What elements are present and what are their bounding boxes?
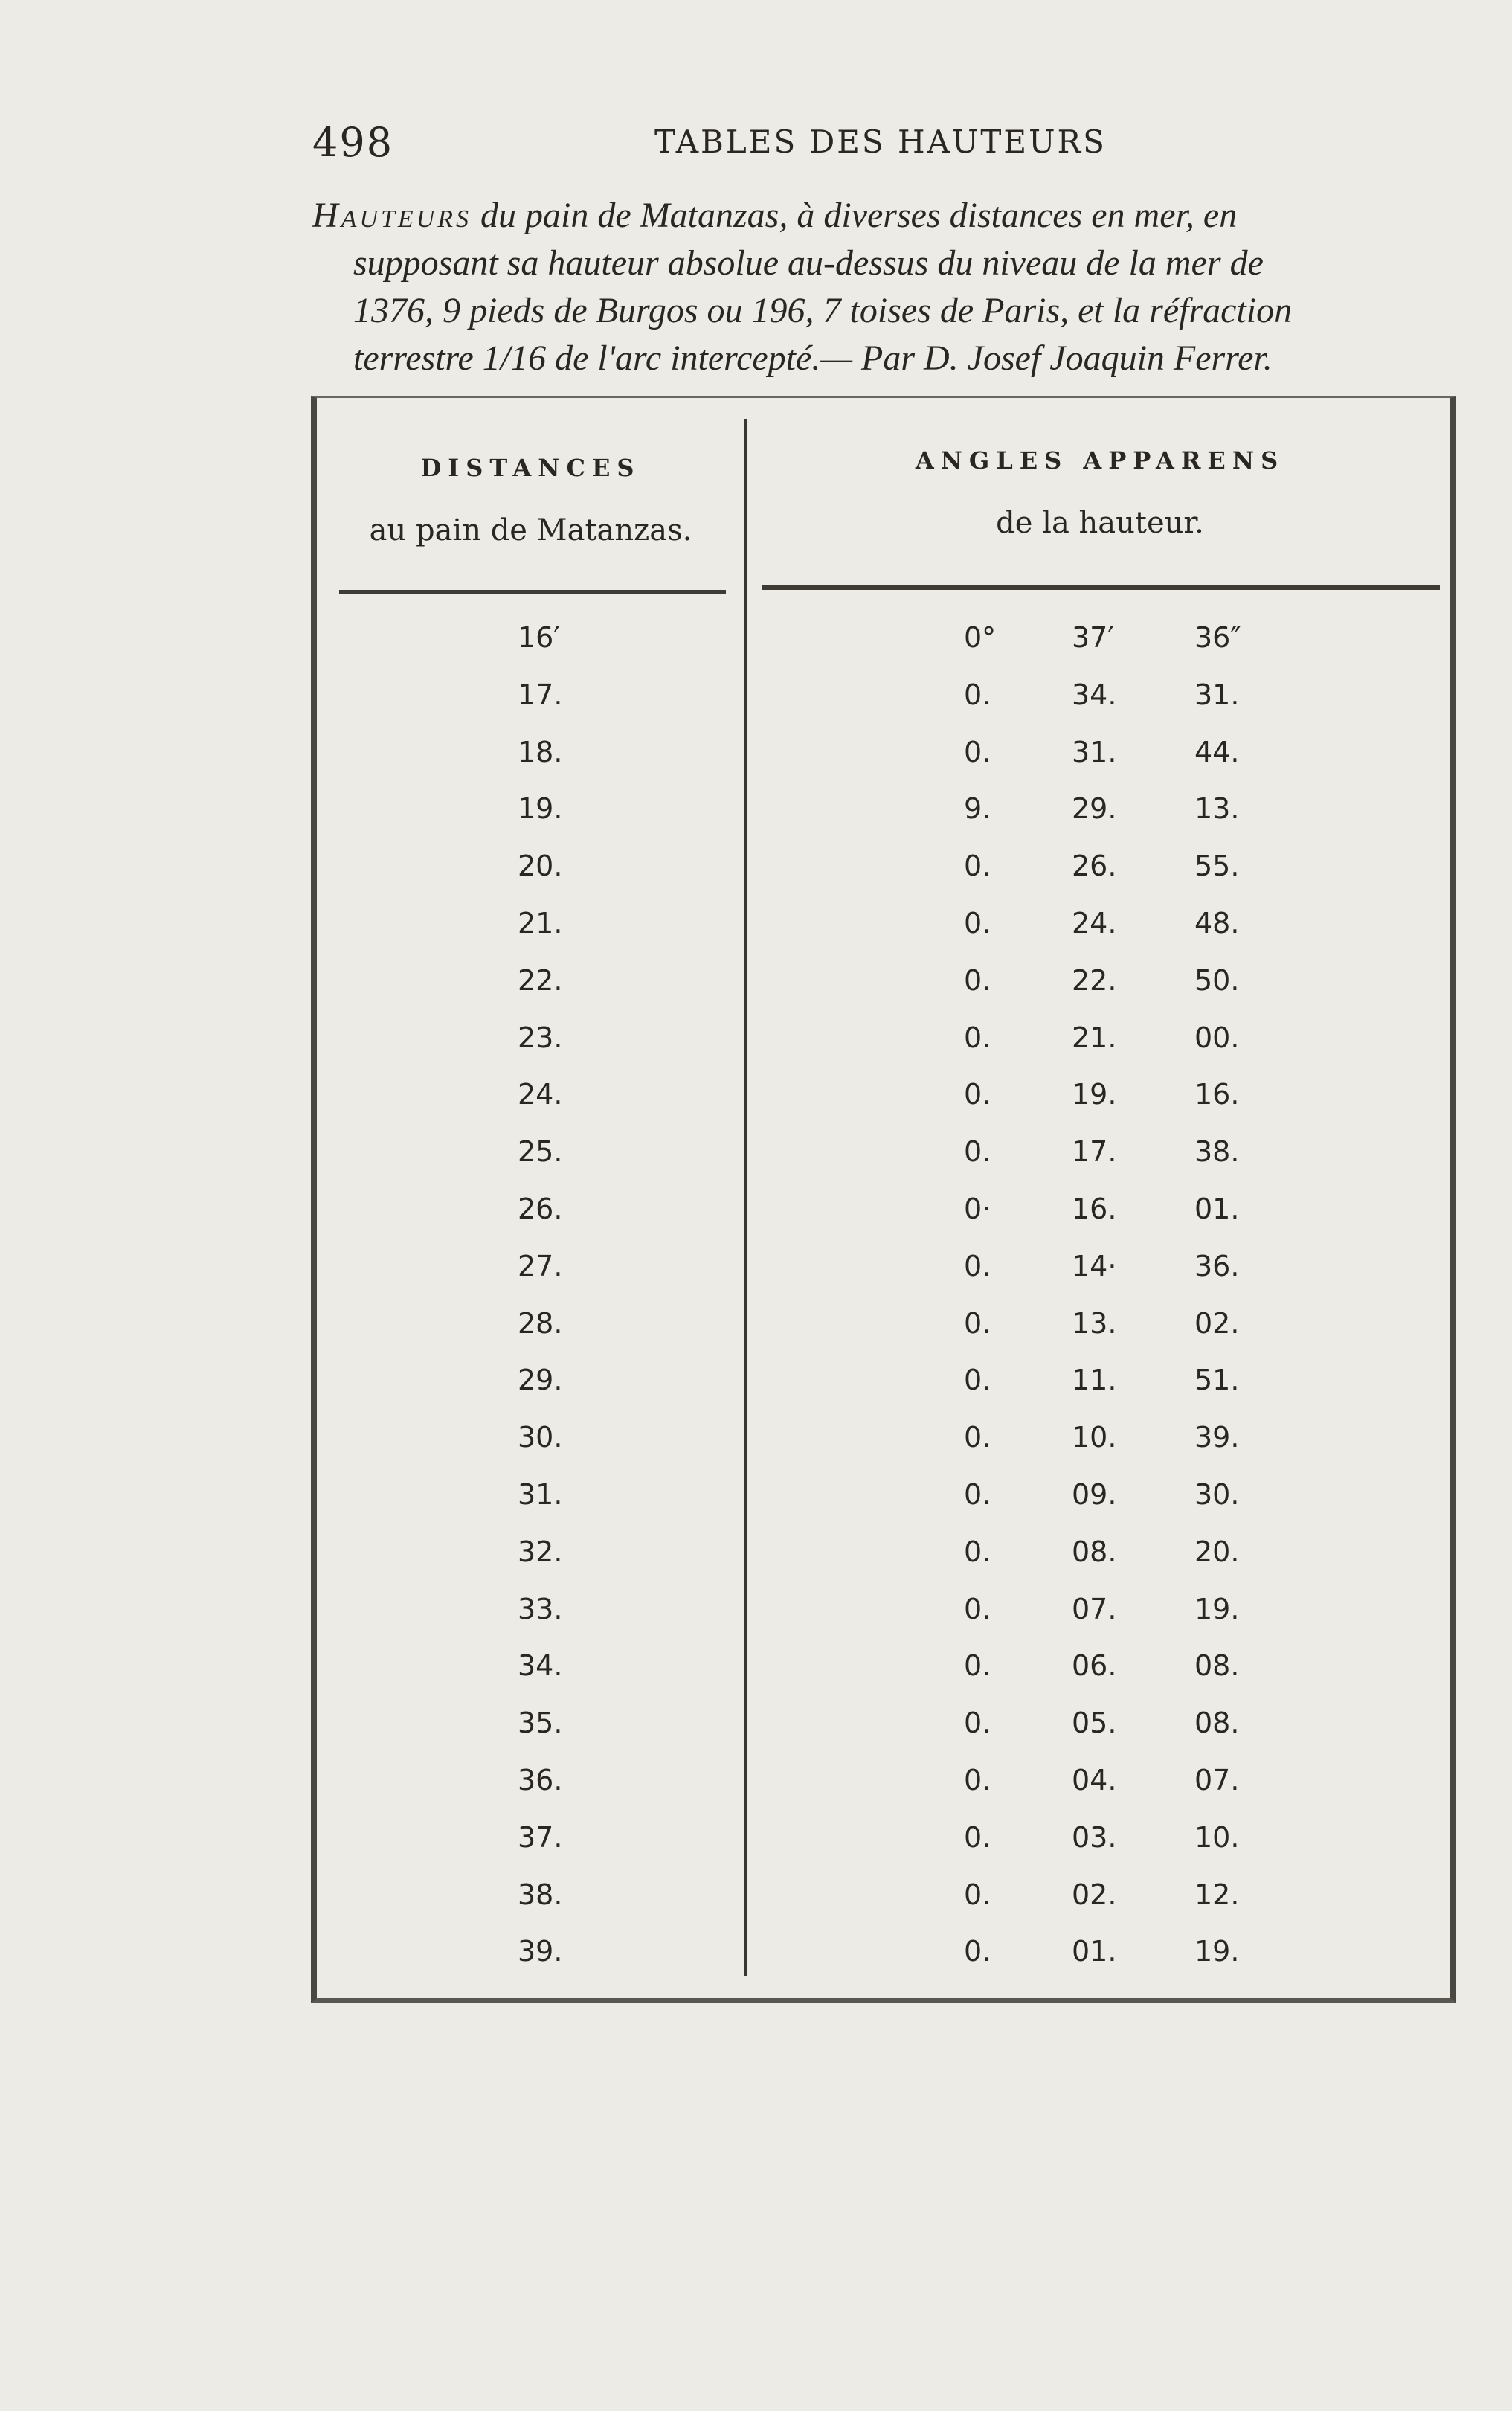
table-row (317, 1701, 1450, 1758)
seconds-cell: 31. (1194, 678, 1240, 711)
degrees-cell: 0· (964, 1192, 991, 1225)
degrees-cell: 0. (964, 1935, 991, 1968)
header-rule-right (762, 585, 1440, 590)
table-row (317, 1815, 1450, 1872)
distance-cell: 19. (518, 792, 563, 826)
column-header-distances (317, 454, 744, 548)
minutes-cell: 11. (1072, 1364, 1117, 1397)
minutes-cell: 21. (1072, 1021, 1117, 1054)
seconds-cell: 07. (1194, 1763, 1240, 1797)
seconds-cell: 51. (1194, 1364, 1240, 1397)
degrees-cell: 0. (964, 963, 991, 997)
minutes-cell: 19. (1072, 1078, 1117, 1111)
table-row (317, 1872, 1450, 1930)
minutes-cell: 16. (1072, 1192, 1117, 1225)
seconds-cell: 19. (1194, 1592, 1240, 1625)
minutes-cell: 17. (1072, 1135, 1117, 1169)
minutes-cell: 22. (1072, 963, 1117, 997)
distance-cell: 23. (518, 1021, 563, 1054)
table-row (317, 1244, 1450, 1301)
minutes-cell: 24. (1072, 906, 1117, 940)
minutes-cell: 29. (1072, 792, 1117, 826)
degrees-cell: 0. (964, 1135, 991, 1169)
minutes-cell: 04. (1072, 1763, 1117, 1797)
distance-cell: 22. (518, 963, 563, 997)
seconds-cell: 50. (1194, 963, 1240, 997)
seconds-cell: 55. (1194, 850, 1240, 883)
seconds-cell: 48. (1194, 906, 1240, 940)
table-row (317, 1929, 1450, 1986)
minutes-cell: 06. (1072, 1649, 1117, 1683)
seconds-cell: 00. (1194, 1021, 1240, 1054)
degrees-cell: 0. (964, 1535, 991, 1568)
degrees-cell: 0. (964, 1249, 991, 1282)
seconds-cell: 20. (1194, 1535, 1240, 1568)
distance-cell: 33. (518, 1592, 563, 1625)
table-row (317, 615, 1450, 672)
degrees-cell: 0. (964, 1306, 991, 1340)
distance-cell: 39. (518, 1935, 563, 1968)
distance-cell: 38. (518, 1878, 563, 1911)
caption-line-1-text: du pain de Matanzas, à diverses distances en mer, en (472, 196, 1238, 235)
table-row (317, 958, 1450, 1015)
distance-cell: 18. (518, 735, 563, 768)
table-row (317, 1643, 1450, 1701)
table-row (317, 1129, 1450, 1187)
seconds-cell: 01. (1194, 1192, 1240, 1225)
degrees-cell: 0. (964, 678, 991, 711)
minutes-cell: 09. (1072, 1477, 1117, 1511)
column-header-distances-subtitle: au pain de Matanzas. (369, 513, 692, 548)
distance-cell: 29. (518, 1364, 563, 1397)
table-caption (312, 192, 1465, 382)
minutes-cell: 05. (1072, 1707, 1117, 1740)
seconds-cell: 02. (1194, 1306, 1240, 1340)
table-row (317, 1015, 1450, 1073)
table-row (317, 1358, 1450, 1415)
table-row (317, 1301, 1450, 1358)
distance-cell: 32. (518, 1535, 563, 1568)
degrees-cell: 0. (964, 906, 991, 940)
table-row (317, 1415, 1450, 1472)
degrees-cell: 0. (964, 1021, 991, 1054)
distance-cell: 36. (518, 1763, 563, 1797)
degrees-cell: 0. (964, 850, 991, 883)
minutes-cell: 08. (1072, 1535, 1117, 1568)
table-row (317, 1472, 1450, 1529)
table-row (317, 1758, 1450, 1815)
distance-cell: 35. (518, 1707, 563, 1740)
degrees-cell: 0. (964, 1763, 991, 1797)
seconds-cell: 16. (1194, 1078, 1240, 1111)
table-row (317, 672, 1450, 730)
degrees-cell: 0. (964, 1878, 991, 1911)
minutes-cell: 02. (1072, 1878, 1117, 1911)
caption-line-2: supposant sa hauteur absolue au-dessus du niveau de la mer de (353, 243, 1264, 283)
table-row (317, 1072, 1450, 1129)
minutes-cell: 01. (1072, 1935, 1117, 1968)
degrees-cell: 0. (964, 1592, 991, 1625)
table-body (317, 615, 1450, 1986)
seconds-cell: 13. (1194, 792, 1240, 826)
column-header-angles-title: ANGLES APPARENS (915, 446, 1285, 475)
distance-cell: 24. (518, 1078, 563, 1111)
page-number: 498 (312, 119, 394, 166)
column-header-distances-title: DISTANCES (420, 454, 641, 482)
minutes-cell: 03. (1072, 1820, 1117, 1854)
distance-cell: 25. (518, 1135, 563, 1169)
table-row (317, 1587, 1450, 1644)
distance-cell: 16′ (518, 621, 560, 654)
caption-line-4: terrestre 1/16 de l'arc intercepté.— Par D. Josef Joaquin Ferrer. (353, 338, 1273, 378)
distance-cell: 34. (518, 1649, 563, 1683)
degrees-cell: 0. (964, 1421, 991, 1454)
header-rule-left (339, 590, 726, 594)
minutes-cell: 37′ (1072, 621, 1114, 654)
caption-line-1 (312, 192, 1465, 240)
minutes-cell: 26. (1072, 850, 1117, 883)
column-header-angles-subtitle: de la hauteur. (996, 506, 1204, 540)
distance-cell: 26. (518, 1192, 563, 1225)
minutes-cell: 13. (1072, 1306, 1117, 1340)
table-row (317, 901, 1450, 958)
heights-table (311, 396, 1456, 2003)
degrees-cell: 0. (964, 735, 991, 768)
distance-cell: 20. (518, 850, 563, 883)
seconds-cell: 39. (1194, 1421, 1240, 1454)
minutes-cell: 31. (1072, 735, 1117, 768)
seconds-cell: 36. (1194, 1249, 1240, 1282)
table-row (317, 1187, 1450, 1244)
seconds-cell: 08. (1194, 1707, 1240, 1740)
degrees-cell: 0. (964, 1364, 991, 1397)
distance-cell: 27. (518, 1249, 563, 1282)
distance-cell: 21. (518, 906, 563, 940)
distance-cell: 31. (518, 1477, 563, 1511)
seconds-cell: 44. (1194, 735, 1240, 768)
table-row (317, 786, 1450, 844)
degrees-cell: 0. (964, 1707, 991, 1740)
page-header (312, 119, 1130, 171)
distance-cell: 17. (518, 678, 563, 711)
table-row (317, 844, 1450, 901)
seconds-cell: 36″ (1194, 621, 1241, 654)
table-row (317, 1529, 1450, 1587)
running-head: TABLES DES HAUTEURS (654, 123, 1107, 160)
minutes-cell: 14· (1072, 1249, 1117, 1282)
degrees-cell: 0. (964, 1477, 991, 1511)
column-header-angles (747, 446, 1453, 540)
seconds-cell: 19. (1194, 1935, 1240, 1968)
seconds-cell: 12. (1194, 1878, 1240, 1911)
caption-line-3: 1376, 9 pieds de Burgos ou 196, 7 toises de Paris, et la réfraction (353, 291, 1293, 330)
seconds-cell: 38. (1194, 1135, 1240, 1169)
seconds-cell: 10. (1194, 1820, 1240, 1854)
table-row (317, 730, 1450, 787)
distance-cell: 30. (518, 1421, 563, 1454)
distance-cell: 28. (518, 1306, 563, 1340)
degrees-cell: 0. (964, 1078, 991, 1111)
degrees-cell: 0. (964, 1649, 991, 1683)
seconds-cell: 08. (1194, 1649, 1240, 1683)
caption-lead: Hauteurs (312, 196, 472, 235)
degrees-cell: 0. (964, 1820, 991, 1854)
minutes-cell: 07. (1072, 1592, 1117, 1625)
minutes-cell: 10. (1072, 1421, 1117, 1454)
degrees-cell: 9. (964, 792, 991, 826)
degrees-cell: 0° (964, 621, 997, 654)
distance-cell: 37. (518, 1820, 563, 1854)
minutes-cell: 34. (1072, 678, 1117, 711)
seconds-cell: 30. (1194, 1477, 1240, 1511)
